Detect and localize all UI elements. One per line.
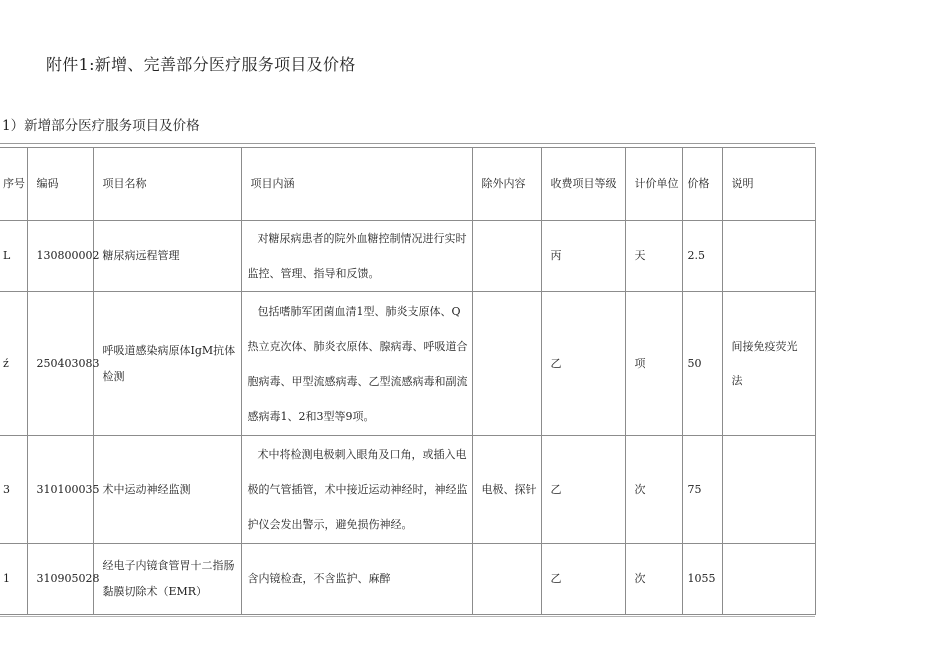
cell-exclusion: [472, 221, 541, 292]
header-seq: 序号: [0, 148, 27, 221]
header-code: 编码: [27, 148, 93, 221]
header-level: 收费项目等级: [541, 148, 625, 221]
cell-exclusion: 电极、探针: [472, 436, 541, 544]
cell-content: 含内镜检查，不含监护、麻醉: [241, 544, 472, 615]
cell-seq: 3: [0, 436, 27, 544]
cell-price: 1055: [682, 544, 722, 615]
cell-unit: 次: [625, 436, 682, 544]
price-table: [0, 147, 816, 615]
cell-name: 经电子内镜食管胃十二指肠黏膜切除术（EMR）: [93, 544, 241, 615]
cell-content: 术中将检测电极刺入眼角及口角，或插入电极的气管插管，术中接近运动神经时，神经监护仪会发出警示，避免损伤神经。: [241, 436, 472, 544]
cell-name: 术中运动神经监测: [93, 436, 241, 544]
table-row: [0, 292, 815, 436]
cell-exclusion: [472, 544, 541, 615]
cell-unit: 项: [625, 292, 682, 436]
cell-unit: 次: [625, 544, 682, 615]
table-row: [0, 544, 815, 615]
cell-price: 2.5: [682, 221, 722, 292]
cell-seq: L: [0, 221, 27, 292]
header-note: 说明: [722, 148, 815, 221]
cell-price: 50: [682, 292, 722, 436]
cell-name: 呼吸道感染病原体IgM抗体检测: [93, 292, 241, 436]
header-unit: 计价单位: [625, 148, 682, 221]
table-row: [0, 436, 815, 544]
cell-level: 乙: [541, 436, 625, 544]
table-row: [0, 221, 815, 292]
cell-exclusion: [472, 292, 541, 436]
header-exclusion: 除外内容: [472, 148, 541, 221]
table-bottom-rule: [0, 616, 815, 617]
cell-price: 75: [682, 436, 722, 544]
cell-level: 乙: [541, 544, 625, 615]
cell-level: 丙: [541, 221, 625, 292]
cell-unit: 天: [625, 221, 682, 292]
cell-code: 250403083: [27, 292, 93, 436]
cell-note: [722, 436, 815, 544]
cell-code: 310905028: [27, 544, 93, 615]
document-title: 附件1:新增、完善部分医疗服务项目及价格: [46, 55, 356, 74]
cell-name: 糖尿病远程管理: [93, 221, 241, 292]
cell-content: 对糖尿病患者的院外血糖控制情况进行实时监控、管理、指导和反馈。: [241, 221, 472, 292]
cell-level: 乙: [541, 292, 625, 436]
table-header-row: [0, 148, 815, 221]
cell-note: 间接免疫荧光法: [722, 292, 815, 436]
cell-note: [722, 221, 815, 292]
cell-code: 130800002: [27, 221, 93, 292]
cell-note: [722, 544, 815, 615]
cell-content: 包括嗜肺军团菌血清1型、肺炎支原体、Q热立克次体、肺炎衣原体、腺病毒、呼吸道合胞病毒、甲型流感病毒、乙型流感病毒和副流感病毒1、2和3型等9项。: [241, 292, 472, 436]
section-title: 1）新增部分医疗服务项目及价格: [2, 118, 200, 134]
header-content: 项目内涵: [241, 148, 472, 221]
cell-seq: 1: [0, 544, 27, 615]
cell-seq: ź: [0, 292, 27, 436]
cell-code: 310100035: [27, 436, 93, 544]
header-price: 价格: [682, 148, 722, 221]
header-name: 项目名称: [93, 148, 241, 221]
table-top-rule: [0, 143, 815, 144]
